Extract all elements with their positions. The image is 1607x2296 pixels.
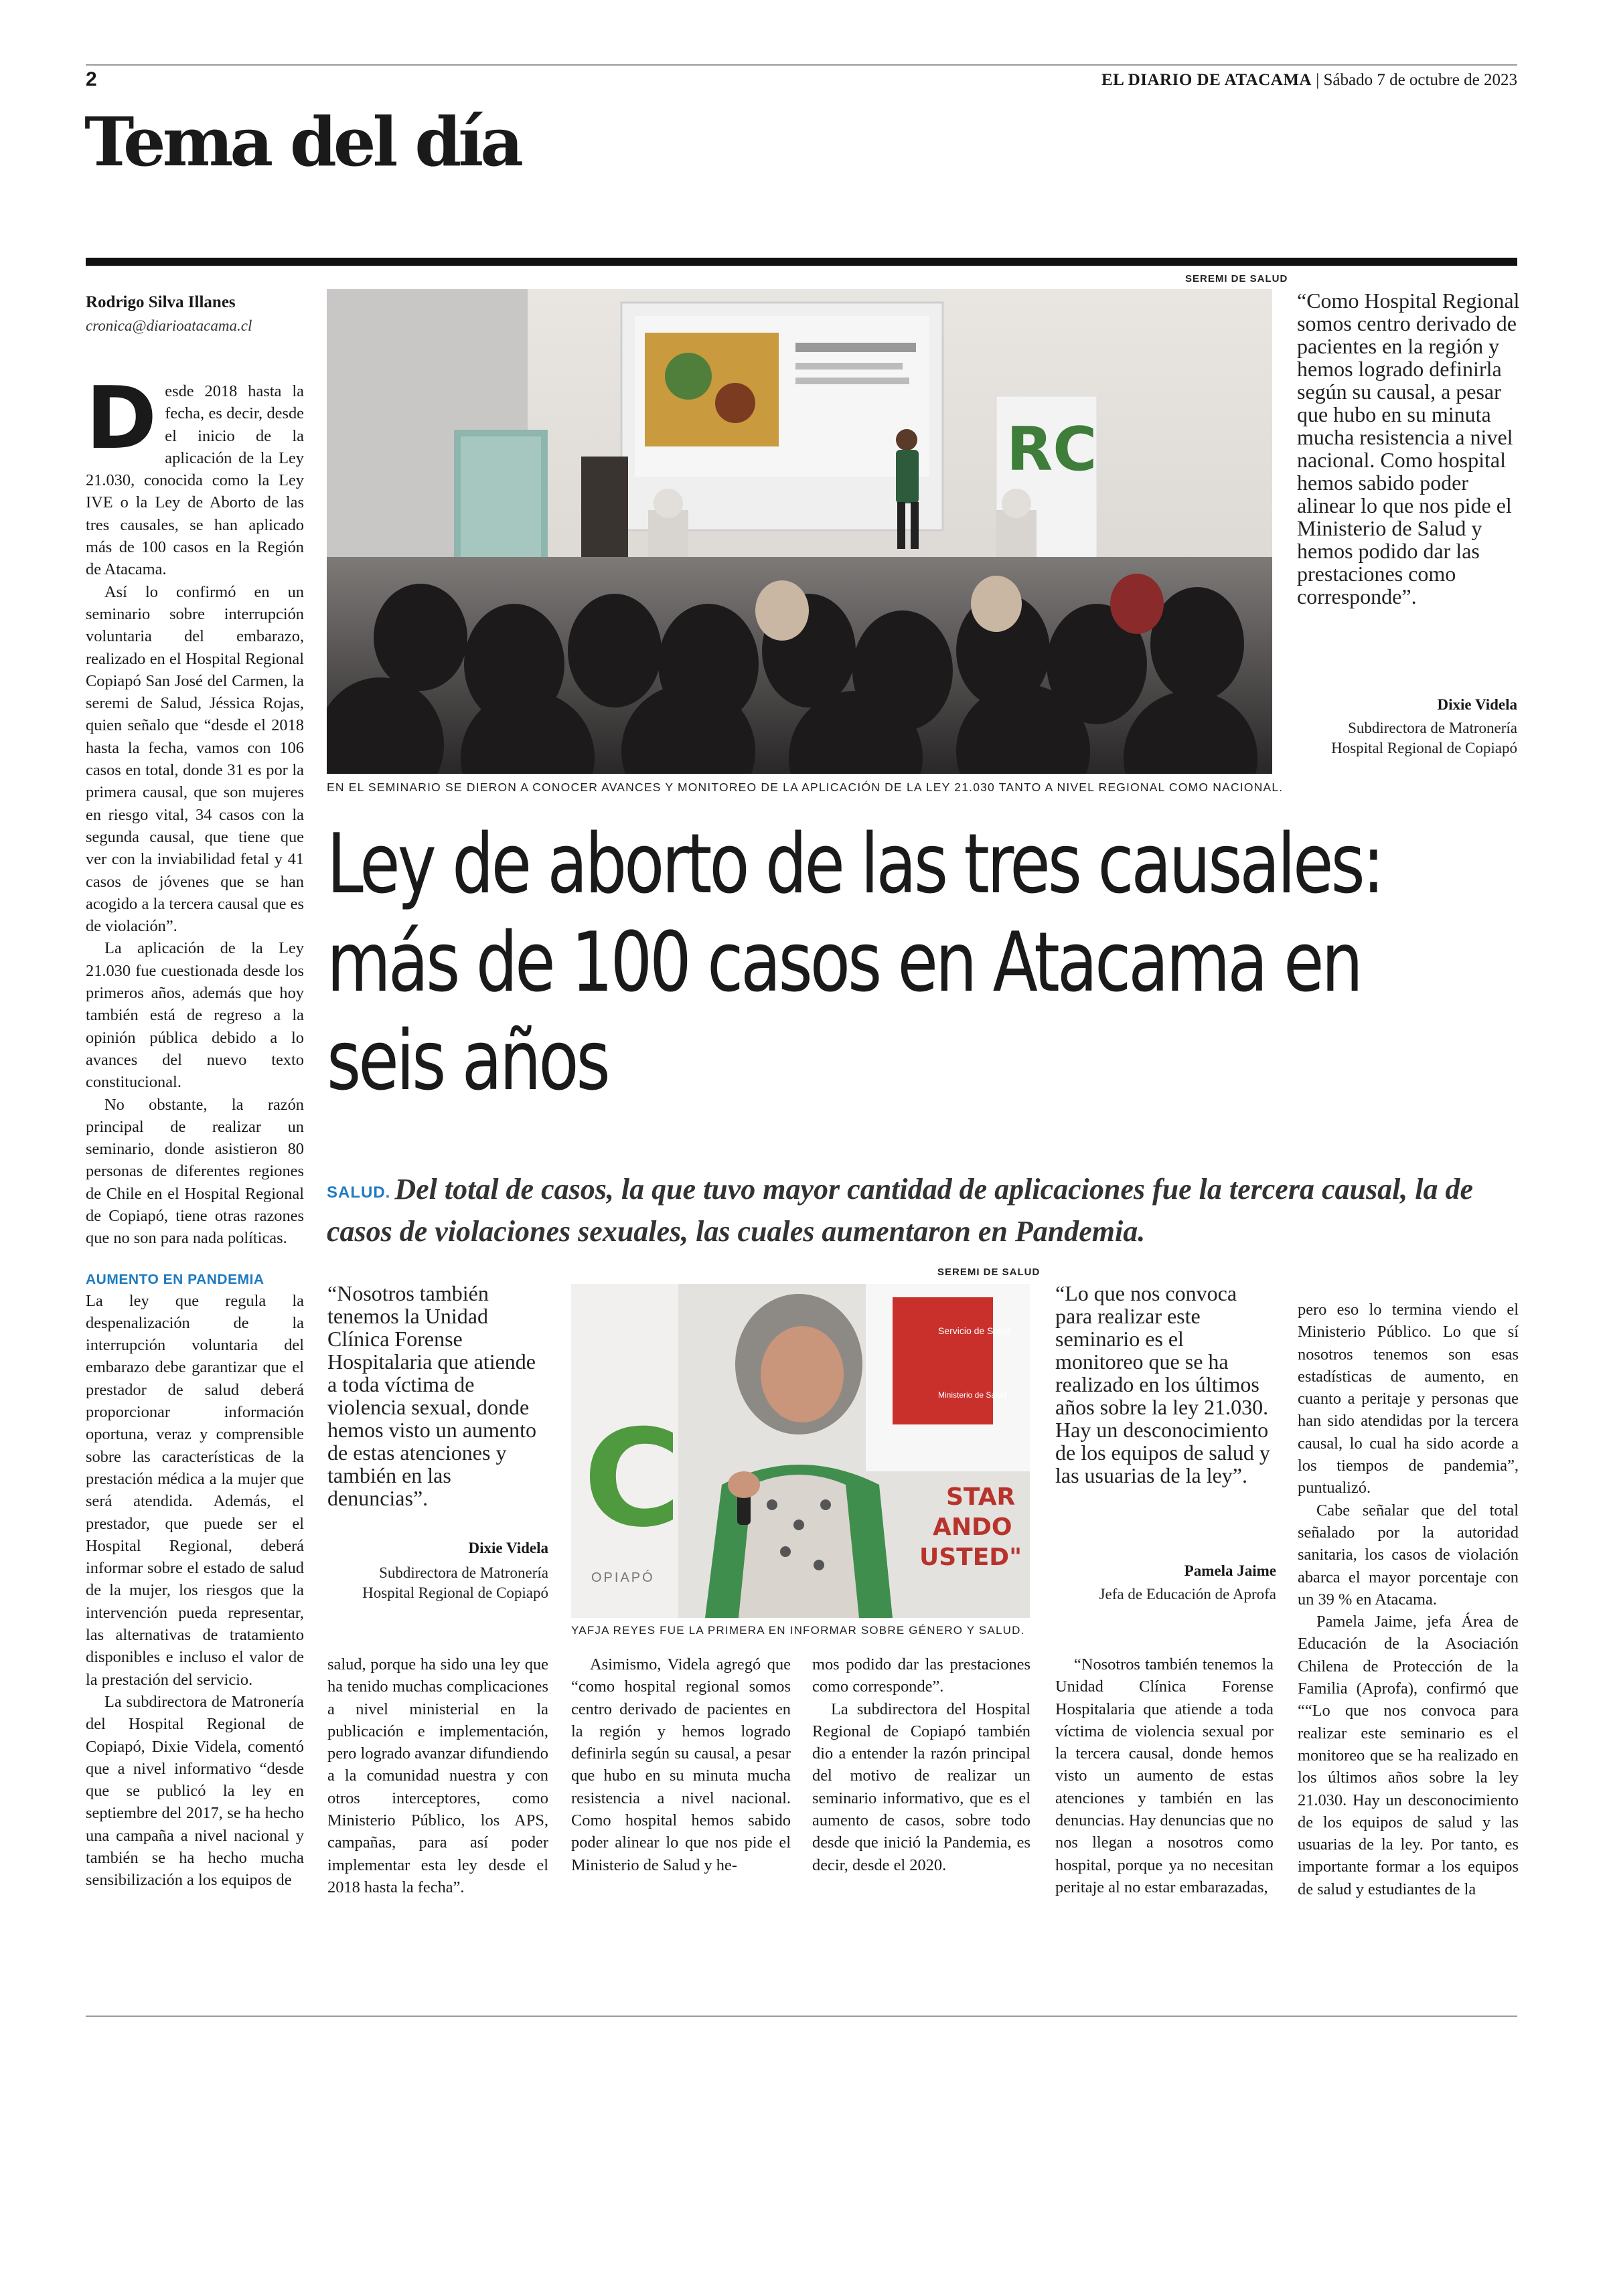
speaker-photo-image — [571, 1284, 1030, 1618]
drop-cap: D — [86, 369, 157, 469]
poster-line: USTED" — [919, 1544, 1022, 1571]
sign-line-2: Ministerio de Salud — [938, 1390, 1007, 1400]
photo-credit: SEREMI DE SALUD — [1185, 273, 1288, 284]
article-column-4 — [812, 1653, 1030, 1876]
paragraph: mos podido dar las prestaciones como corresponde”. — [812, 1655, 1030, 1696]
paragraph: salud, porque ha sido una ley que ha tenido muchas complicaciones a nivel ministerial en la publicación e implementación, pero logrado avanzar difundiendo a la comunidad nuestra y con otros interceptores, como Ministerio Público, los APS, campañas, para así poder implementar esta ley desde el 2018 hasta la fecha”. — [327, 1655, 548, 1896]
photo-caption: YAFJA REYES FUE LA PRIMERA EN INFORMAR SOBRE GÉNERO Y SALUD. — [571, 1624, 1025, 1637]
article-column-5 — [1055, 1653, 1274, 1898]
paragraph: Cabe señalar que del total señalado por la autoridad sanitaria, los casos de violación abarca el mayor porcentaje con un 39 % en Atacama. — [1298, 1501, 1519, 1609]
speaker-photo — [571, 1284, 1030, 1618]
bottom-rule — [86, 2016, 1517, 2017]
paragraph: La subdirectora de Matronería del Hospital Regional de Copiapó, Dixie Videla, comentó que a nivel informativo “desde que se publicó la ley en septiembre del 2017, se ha hecho una campaña a nivel nacional y también se ha hecho mucha sensibilización a los equipos de — [86, 1692, 304, 1890]
quote-institution: Hospital Regional de Copiapó — [1331, 740, 1517, 756]
newspaper-name: EL DIARIO DE ATACAMA — [1101, 71, 1312, 89]
quote-role: Subdirectora de Matronería — [379, 1564, 548, 1581]
masthead — [1101, 71, 1517, 90]
headline: Ley de aborto de las tres causales: más de 100 casos en Atacama en seis años — [327, 817, 1382, 1109]
paragraph: “Nosotros también tenemos la Unidad Clínica Forense Hospitalaria que atiende a toda víctima de violencia sexual por la tercera causal, donde hemos visto un aumento de estas atenciones y también en las denuncias. Hay denuncias que no nos llegan a nosotros como hospital, porque ya no necesitan peritaje al no estar embarazadas, — [1055, 1655, 1274, 1896]
banner-subtext: OPIAPÓ — [591, 1570, 655, 1585]
lead-paragraph — [327, 1170, 1519, 1251]
quote-author: Pamela Jaime — [1184, 1562, 1276, 1579]
pull-quote-right: “Lo que nos convoca para realizar este seminario es el monitoreo que se ha realizado en los últimos años sobre la ley 21.030. Hay un desconocimiento de los equipos de salud y las usuarias de la ley”. — [1055, 1281, 1270, 1487]
author-email: cronica@diarioatacama.cl — [86, 317, 252, 334]
paragraph: La aplicación de la Ley 21.030 fue cuestionada desde los primeros años, además que hoy también está de regreso a la opinión pública debido a lo avances del nuevo texto constitucional. — [86, 939, 304, 1092]
paragraph: Pamela Jaime, jefa Área de Educación de la Asociación Chilena de Protección de la Familia (Aprofa), confirmó que ““Lo que nos convoca para realizar este seminario es el monitoreo que se ha realizado en los últimos años sobre la ley 21.030. Hay un desconocimiento de los equipos de salud y las usuarias de la ley. Por tanto, es importante formar a los equipos de salud y estudiantes de la — [1298, 1613, 1519, 1898]
article-column-6 — [1298, 1299, 1519, 1900]
seminar-photo-image — [327, 289, 1272, 774]
quote-institution: Hospital Regional de Copiapó — [362, 1584, 548, 1601]
paragraph: Asimismo, Videla agregó que “como hospital regional somos centro derivado de pacientes en la región y hemos logrado definirla según su causal, a pesar que hubo en su minuta mucha resistencia a nivel nacional. Como hospital hemos sabido poder alinear lo que nos pide el Ministerio de Salud y he- — [571, 1655, 791, 1874]
photo-credit: SEREMI DE SALUD — [937, 1266, 1041, 1278]
article-column-2 — [327, 1653, 548, 1898]
banner-text: RC — [1006, 414, 1097, 485]
pull-quote-left: “Nosotros también tenemos la Unidad Clínica Forense Hospitalaria que atiende a toda víctima de violencia sexual, donde hemos visto un aumento de estas atenciones y también en las denuncias”. — [327, 1281, 536, 1510]
pull-quote-top: “Como Hospital Regional somos centro derivado de pacientes en la región y hemos logrado definirla según su causal, a pesar que hubo en su minuta mucha resistencia a nivel nacional. Como hospital hemos sabido poder alinear lo que nos pide el Ministerio de Salud y hemos podido dar las prestaciones como corresponde”. — [1297, 289, 1520, 608]
paragraph: pero eso lo termina viendo el Ministerio Público. Lo que sí nosotros tenemos son esas estadísticas de aumento, en cuanto a peritaje y personas que han sido atendidas por la tercera causal, lo cual ha sido acorde a los tiempos de pandemia”, puntualizó. — [1298, 1301, 1519, 1497]
quote-author: Dixie Videla — [468, 1540, 548, 1556]
issue-date: Sábado 7 de octubre de 2023 — [1323, 71, 1517, 89]
quote-role: Subdirectora de Matronería — [1348, 720, 1517, 736]
article-column-1 — [86, 369, 304, 1892]
section-title: Tema del día — [84, 102, 521, 181]
quote-role: Jefa de Educación de Aprofa — [1099, 1586, 1276, 1603]
paragraph: La subdirectora del Hospital Regional de Copiapó también dio a entender la razón principal del motivo de realizar un seminario informativo, que es el aumento de casos, sobre todo desde que inició la Pandemia, es decir, desde el 2020. — [812, 1700, 1030, 1874]
author-name: Rodrigo Silva Illanes — [86, 293, 236, 311]
paragraph: No obstante, la razón principal de realizar un seminario, donde asistieron 80 personas de diferentes regiones de Chile en el Hospital Regional de Copiapó, tiene otras razones que no son para nada políticas. — [86, 1095, 304, 1248]
photo-caption: EN EL SEMINARIO SE DIERON A CONOCER AVANCES Y MONITOREO DE LA APLICACIÓN DE LA LEY 21.030 TANTO A NIVEL REGIONAL COMO NACIONAL. — [327, 781, 1284, 794]
poster-line: STAR — [946, 1483, 1016, 1511]
seminar-photo — [327, 289, 1272, 774]
section-rule — [86, 258, 1517, 266]
subheading: AUMENTO EN PANDEMIA — [86, 1271, 264, 1287]
paragraph: Así lo confirmó en un seminario sobre interrupción voluntaria del embarazo, realizado en el Hospital Regional Copiapó San José del Carmen, la seremi de Salud, Jéssica Rojas, quien señalo que “desde el 2018 hasta la fecha, vamos con 106 casos en total, donde 31 es por la primera causal, que son mujeres en riesgo vital, 34 casos con la segunda causal, que tiene que ver con la inviabilidad fetal y 41 casos de jóvenes que se han acogido a la tercera causal que es de violación”. — [86, 582, 304, 936]
page-number: 2 — [86, 68, 97, 90]
masthead-separator: | — [1316, 71, 1320, 89]
banner-text: C — [583, 1401, 682, 1557]
paragraph: La ley que regula la despenalización de la interrupción voluntaria del embarazo debe garantizar que el prestador de salud deberá proporcionar información oportuna, veraz y comprensible sobre las características de la prestación médica a la mujer que será atendida. Además, el prestador, que puede ser el Hospital Regional, deberá informar sobre el estado de salud de la mujer, los riesgos que la intervención pueda representar, las alternativas de tratamiento disponibles e incluso el valor de la prestación del servicio. — [86, 1291, 304, 1689]
article-column-3 — [571, 1653, 791, 1876]
paragraph: esde 2018 hasta la fecha, es decir, desde el inicio de la aplicación de la Ley 21.030, conocida como la Ley IVE o la Ley de Aborto de las tres causales, se han aplicado más de 100 casos en la Región de Atacama. — [86, 382, 304, 579]
quote-author: Dixie Videla — [1437, 696, 1517, 713]
top-rule — [86, 64, 1517, 66]
lead-tag: SALUD. — [327, 1183, 391, 1202]
lead-text: Del total de casos, la que tuvo mayor cantidad de aplicaciones fue la tercera causal, la de casos de violaciones sexuales, las cuales aumentaron en Pandemia. — [327, 1173, 1474, 1248]
sign-line-1: Servicio de Salud — [938, 1325, 1011, 1336]
poster-line: ANDO — [933, 1513, 1012, 1541]
